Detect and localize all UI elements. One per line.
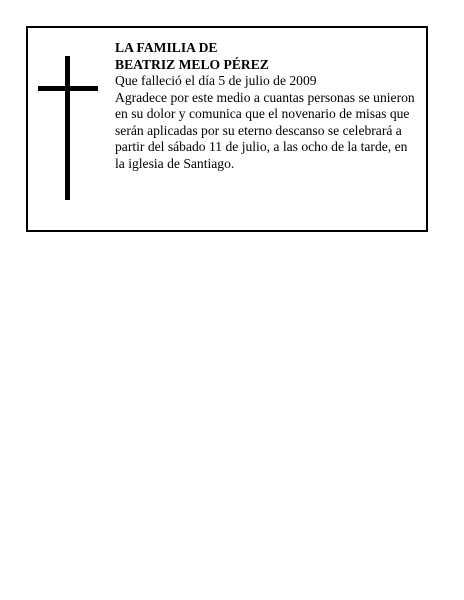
notice-death-line: Que falleció el día 5 de julio de 2009 [115,73,317,88]
cross-vertical-bar [65,56,70,200]
cross-horizontal-bar [38,86,98,91]
obituary-notice [26,26,428,232]
cross-icon [38,56,98,200]
notice-header-line1: LA FAMILIA DE [115,40,218,55]
notice-body: Agradece por este medio a cuantas personas se unieron en su dolor y comunica que el novenario de misas que serán aplicadas por su eterno descanso se celebrará a partir del sábado 11 de julio, a las ocho de la tarde, en la iglesia de Santiago. [115,89,415,171]
notice-header-line2: BEATRIZ MELO PÉREZ [115,56,269,72]
notice-text [115,40,420,172]
